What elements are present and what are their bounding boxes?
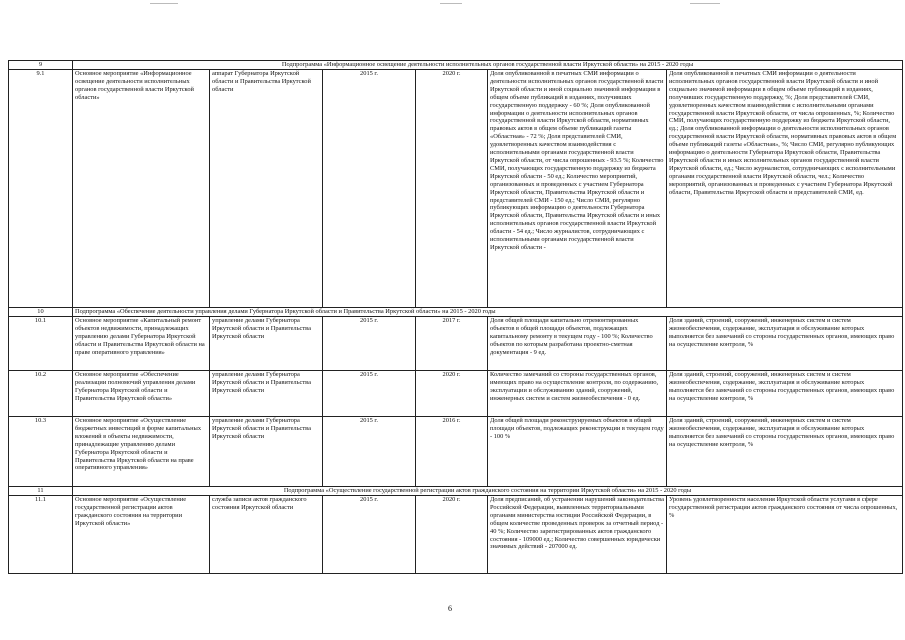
activity-cell: Основное мероприятие «Обеспечение реализации полномочий управления делами Губернатора Иркутской области и Правительства Иркутской области» bbox=[73, 371, 210, 417]
expected-result-cell: Доля общей площади реконструируемых объектов в общей площади объектов, подлежащих реконструкции в текущем году - 100 % bbox=[488, 417, 667, 487]
subprogram-header-row bbox=[9, 487, 903, 496]
end-year-cell: 2017 г. bbox=[416, 317, 488, 371]
start-year-cell: 2015 г. bbox=[323, 371, 416, 417]
executor-cell: аппарат Губернатора Иркутской области и Правительства Иркутской области bbox=[210, 70, 323, 308]
scan-artifact bbox=[440, 3, 462, 4]
indicator-cell: Доля зданий, строений, сооружений, инженерных систем и систем жизнеобеспечения, содержание, эксплуатация и обслуживание которых выполняется без замечаний со стороны государственных органов, имеющих право на осуществление контроля, % bbox=[667, 317, 903, 371]
indicator-cell: Доля опубликованной в печатных СМИ информации о деятельности исполнительных органов государственной власти Иркутской области и иной социально значимой информации в общем объеме публикаций в изданиях, получивших государственную поддержку, %; Доля представителей СМИ, удовлетворенных качеством взаимодействия с исполнительными органами государственной власти Иркутской области, от числа опрошенных, %; Количество СМИ, получающих государственную поддержку из бюджета Иркутской области, ед.; Доля опубликованной информации о деятельности исполнительных органов государственной власти Иркутской области, нормативных правовых актов в общем объеме публикаций газеты «Областная», %; Число СМИ, регулярно публикующих информацию о деятельности Губернатора Иркутской области, Правительства Иркутской области и иных исполнительных органов государственной власти Иркутской области, ед.; Число журналистов, сотрудничающих с исполнительными органами государственной власти Иркутской области, чел.; Количество мероприятий, организованных и проведенных с участием Губернатора Иркутской области, Правительства Иркутской области и представителей СМИ, ед. bbox=[667, 70, 903, 308]
activity-cell: Основное мероприятие «Осуществление государственной регистрации актов гражданского состояния на территории Иркутской области» bbox=[73, 496, 210, 574]
row-number: 11.1 bbox=[9, 496, 73, 574]
section-number: 11 bbox=[9, 487, 73, 496]
start-year-cell: 2015 г. bbox=[323, 70, 416, 308]
indicator-cell: Доля зданий, строений, сооружений, инженерных систем и систем жизнеобеспечения, содержание, эксплуатация и обслуживание которых выполняется без замечаний со стороны государственных органов, имеющих право на осуществление контроля, % bbox=[667, 371, 903, 417]
section-number: 10 bbox=[9, 308, 73, 317]
section-title: Подпрограмма «Информационное освещение деятельности исполнительных органов государственной власти Иркутской области» на 2015 - 2020 годы bbox=[73, 61, 903, 70]
expected-result-cell: Доля общей площади капитально отремонтированных объектов в общей площади объектов, подлежащих капитальному ремонту в текущем году - 100 %; Количество объектов по которым разработана проектно-сметная документация - 9 ед. bbox=[488, 317, 667, 371]
end-year-cell: 2020 г. bbox=[416, 496, 488, 574]
section-title: Подпрограмма «Осуществление государственной регистрации актов гражданского состояния на территории Иркутской области» на 2015 - 2020 годы bbox=[73, 487, 903, 496]
expected-result-cell: Количество замечаний со стороны государственных органов, имеющих право на осуществление контроля, по содержанию, эксплуатации и обслуживанию зданий, сооружений, инженерных систем и систем жизнеобеспечения - 0 ед. bbox=[488, 371, 667, 417]
table-row bbox=[9, 371, 903, 417]
row-number: 9.1 bbox=[9, 70, 73, 308]
section-number: 9 bbox=[9, 61, 73, 70]
table-row bbox=[9, 317, 903, 371]
scan-artifact bbox=[690, 3, 720, 4]
expected-result-cell: Доля опубликованной в печатных СМИ информации о деятельности исполнительных органов государственной власти Иркутской области и иной социально значимой информации в общем объеме публикаций в изданиях, получивших государственную поддержку - 60 %; Доля опубликованной информации о деятельности исполнительных органов государственной власти Иркутской области, нормативных правовых актов в общем объеме публикаций газеты «Областная» - 72 %; Доля представителей СМИ, удовлетворенных качеством взаимодействия с исполнительными органами государственной власти Иркутской области, от числа опрошенных - 93.5 %; Количество СМИ, получающих государственную поддержку из бюджета Иркутской области - 50 ед.; Количество мероприятий, организованных и проведенных с участием Губернатора Иркутской области, Правительства Иркутской области и представителей СМИ - 150 ед.; Число СМИ, регулярно публикующих информацию о деятельности Губернатора Иркутской области, Правительства Иркутской области и иных исполнительных органов государственной власти Иркутской области - 54 ед.; Число журналистов, сотрудничающих с исполнительными органами государственной власти Иркутской области - bbox=[488, 70, 667, 308]
end-year-cell: 2020 г. bbox=[416, 70, 488, 308]
activity-cell: Основное мероприятие «Осуществление бюджетных инвестиций в форме капитальных вложений в объекты недвижимости, принадлежащие управлению делами Губернатора Иркутской области и Правительства Иркутской области на праве оперативного управления» bbox=[73, 417, 210, 487]
indicator-cell: Уровень удовлетворенности населения Иркутской области услугами в сфере государственной регистрации актов гражданского состояния от числа опрошенных, % bbox=[667, 496, 903, 574]
subprogram-header-row bbox=[9, 61, 903, 70]
indicator-cell: Доля зданий, строений, сооружений, инженерных систем и систем жизнеобеспечения, содержание, эксплуатация и обслуживание которых выполняется без замечаний со стороны государственных органов, имеющих право на осуществление контроля, % bbox=[667, 417, 903, 487]
start-year-cell: 2015 г. bbox=[323, 317, 416, 371]
executor-cell: управление делами Губернатора Иркутской области и Правительства Иркутской области bbox=[210, 417, 323, 487]
table-row bbox=[9, 496, 903, 574]
start-year-cell: 2015 г. bbox=[323, 417, 416, 487]
program-activities-table bbox=[8, 60, 903, 574]
start-year-cell: 2015 г. bbox=[323, 496, 416, 574]
subprogram-header-row bbox=[9, 308, 903, 317]
end-year-cell: 2016 г. bbox=[416, 417, 488, 487]
executor-cell: управление делами Губернатора Иркутской области и Правительства Иркутской области bbox=[210, 371, 323, 417]
activity-cell: Основное мероприятие «Капитальный ремонт объектов недвижимости, принадлежащих управлению делами Губернатора Иркутской области и Правительства Иркутской области на праве оперативного управления» bbox=[73, 317, 210, 371]
scan-artifact bbox=[150, 3, 178, 4]
table-row bbox=[9, 417, 903, 487]
row-number: 10.3 bbox=[9, 417, 73, 487]
row-number: 10.2 bbox=[9, 371, 73, 417]
executor-cell: управление делами Губернатора Иркутской области и Правительства Иркутской области bbox=[210, 317, 323, 371]
expected-result-cell: Доля предписаний, об устранении нарушений законодательства Российской Федерации, выявленных территориальными органами министерства юстиции Российской Федерации, в общем количестве проведенных проверок за отчетный период - 40 %; Количество зарегистрированных актов гражданского состояния - 109000 ед.; Количество совершенных юридически значимых действий - 207000 ед. bbox=[488, 496, 667, 574]
page-number: 6 bbox=[448, 604, 452, 613]
table-row bbox=[9, 70, 903, 308]
activity-cell: Основное мероприятие «Информационное освещение деятельности исполнительных органов государственной власти Иркутской области» bbox=[73, 70, 210, 308]
row-number: 10.1 bbox=[9, 317, 73, 371]
section-title: Подпрограмма «Обеспечение деятельности управления делами Губернатора Иркутской области и Правительства Иркутской области» на 2015 - 2020 годы bbox=[73, 308, 903, 317]
executor-cell: служба записи актов гражданского состояния Иркутской области bbox=[210, 496, 323, 574]
end-year-cell: 2020 г. bbox=[416, 371, 488, 417]
